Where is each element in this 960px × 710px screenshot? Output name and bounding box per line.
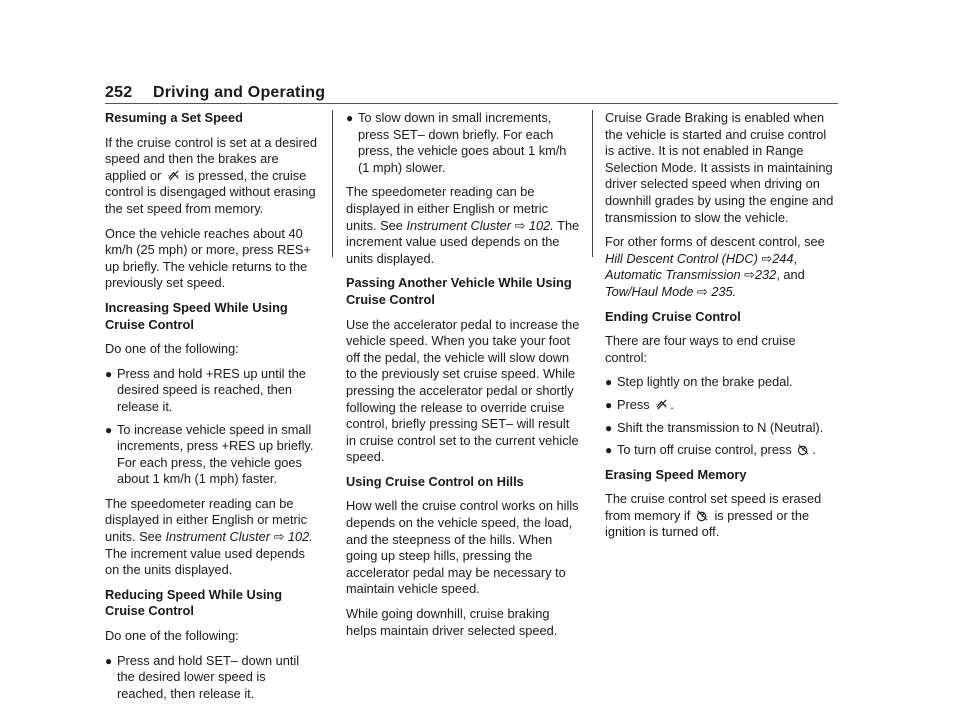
column-1 <box>105 110 317 710</box>
text: The speedometer reading can be displayed in either English or metric units. See <box>346 184 549 233</box>
page-ref[interactable]: 232 <box>754 267 777 283</box>
page-ref[interactable]: 102. <box>287 529 313 545</box>
page-ref[interactable]: 102. <box>528 217 554 233</box>
text: The increment value used depends on the units displayed. <box>346 217 580 266</box>
instrument-cluster-link[interactable]: Instrument Cluster <box>406 217 512 233</box>
heading-hills: Using Cruise Control on Hills <box>346 473 524 489</box>
text: Shift the transmission to N (Neutral). <box>617 419 824 435</box>
list-item <box>105 422 317 488</box>
list-item <box>105 366 317 416</box>
speedometer-paragraph <box>346 184 580 267</box>
reduce-intro: Do one of the following: <box>105 628 239 644</box>
page-ref[interactable]: 235. <box>711 283 737 299</box>
text: To slow down in small increments, press SET– down briefly. For each press, the vehicle goes about 1 km/h (1 mph) slower. <box>358 110 567 175</box>
page-ref-arrow-icon: ⇨ <box>761 250 773 266</box>
column-3 <box>605 110 837 549</box>
page-number: 252 <box>105 84 133 101</box>
cruise-cancel-icon <box>655 398 668 411</box>
page-ref[interactable]: 244 <box>772 250 794 266</box>
erasing-paragraph <box>605 491 837 541</box>
page-ref-arrow-icon: ⇨ <box>514 217 526 233</box>
text: Step lightly on the brake pedal. <box>617 374 793 390</box>
list-item <box>605 374 837 391</box>
column-divider <box>592 110 593 257</box>
list-item: ● To turn off cruise control, press . <box>605 442 816 458</box>
cruise-on-off-icon <box>797 443 810 456</box>
bullet-icon: ● <box>105 366 113 381</box>
tow-haul-link[interactable]: Tow/Haul Mode <box>605 283 694 299</box>
ending-list <box>605 374 837 458</box>
text: , and <box>776 267 805 283</box>
heading-resuming: Resuming a Set Speed <box>105 110 243 125</box>
text: The cruise control set speed is erased from memory if <box>605 491 822 523</box>
instrument-cluster-link[interactable]: Instrument Cluster <box>165 529 271 545</box>
bullet-icon: ● <box>605 397 613 412</box>
text: is pressed or the ignition is turned off. <box>605 507 810 540</box>
text: Press and hold SET– down until the desired lower speed is reached, then release it. <box>117 652 300 701</box>
heading-passing: Passing Another Vehicle While Using Cruise Control <box>346 275 572 307</box>
bullet-icon: ● <box>605 443 613 458</box>
hills-paragraph-2: While going downhill, cruise braking helps maintain driver selected speed. <box>346 606 558 638</box>
bullet-icon: ● <box>105 422 113 437</box>
resume-paragraph-2: Once the vehicle reaches about 40 km/h (25 mph) or more, press RES+ up briefly. The vehicle returns to the previously set speed. <box>105 225 311 291</box>
increase-list <box>105 366 317 488</box>
cruise-on-off-icon <box>696 509 709 522</box>
bullet-icon: ● <box>605 420 613 435</box>
text: is pressed, the cruise control is disengaged without erasing the set speed from memory. <box>105 167 316 216</box>
text: The increment value used depends on the units displayed. <box>105 545 305 578</box>
section-title: Driving and Operating <box>152 84 326 101</box>
bullet-icon: ● <box>346 111 354 125</box>
page-header <box>105 84 325 102</box>
passing-paragraph: Use the accelerator pedal to increase the vehicle speed. When you take your foot off the pedal, the vehicle will slow down to the previously set cruise speed. While pressing the accelerator pedal or shortly following the release to override cruise control, briefly pressing SET– will result in cruise control set to the current vehicle speed. <box>346 316 580 465</box>
hills-paragraph-1: How well the cruise control works on hills depends on the vehicle speed, the load, and the steepness of the hills. When going up steep hills, pressing the accelerator pedal may be necessary to maintain vehicle speed. <box>346 498 579 597</box>
bullet-icon: ● <box>105 653 113 668</box>
resume-paragraph-1 <box>105 135 317 218</box>
column-2 <box>346 110 580 647</box>
text: Press and hold +RES up until the desired speed is reached, then release it. <box>117 365 306 414</box>
text: To increase vehicle speed in small increments, press +RES up briefly. For each press, the vehicle goes about 1 km/h (1 mph) faster. <box>117 421 314 487</box>
header-rule <box>105 103 838 104</box>
list-item <box>605 420 837 437</box>
heading-ending: Ending Cruise Control <box>605 308 741 324</box>
text: Press <box>617 396 650 412</box>
heading-erasing: Erasing Speed Memory <box>605 466 747 482</box>
slow-list <box>346 110 580 176</box>
text: To turn off cruise control, press <box>617 442 792 458</box>
heading-increasing: Increasing Speed While Using Cruise Control <box>105 299 288 332</box>
list-item <box>346 110 580 176</box>
ending-intro: There are four ways to end cruise control: <box>605 333 796 365</box>
cruise-cancel-icon <box>167 169 180 182</box>
page-ref-arrow-icon: ⇨ <box>744 267 755 283</box>
descent-control-paragraph: For other forms of descent control, see Hill Descent Control (HDC) ⇨244, Automatic Transmission ⇨232, and Tow/Haul Mode ⇨ 235. <box>605 234 825 299</box>
page-ref-arrow-icon: ⇨ <box>273 529 285 545</box>
increase-intro: Do one of the following: <box>105 341 239 357</box>
heading-reducing: Reducing Speed While Using Cruise Control <box>105 586 283 619</box>
text: The speedometer reading can be displayed in either English or metric units. See <box>105 495 308 545</box>
automatic-transmission-link[interactable]: Automatic Transmission <box>605 267 741 283</box>
hdc-link[interactable]: Hill Descent Control (HDC) <box>605 250 758 266</box>
speedometer-paragraph <box>105 496 317 579</box>
bullet-icon: ● <box>605 375 613 390</box>
list-item: ● Press . <box>605 396 674 412</box>
column-divider <box>332 110 333 257</box>
text: If the cruise control is set at a desired speed and then the brakes are applied or <box>105 134 317 183</box>
page-ref-arrow-icon: ⇨ <box>697 283 708 299</box>
text: For other forms of descent control, see <box>605 234 825 250</box>
grade-braking-paragraph: Cruise Grade Braking is enabled when the vehicle is started and cruise control is active. It is not enabled in Range Selection Mode. It assists in maintaining driver selected speed when driving on downhill grades by using the engine and transmission to slow the vehicle. <box>605 110 834 225</box>
